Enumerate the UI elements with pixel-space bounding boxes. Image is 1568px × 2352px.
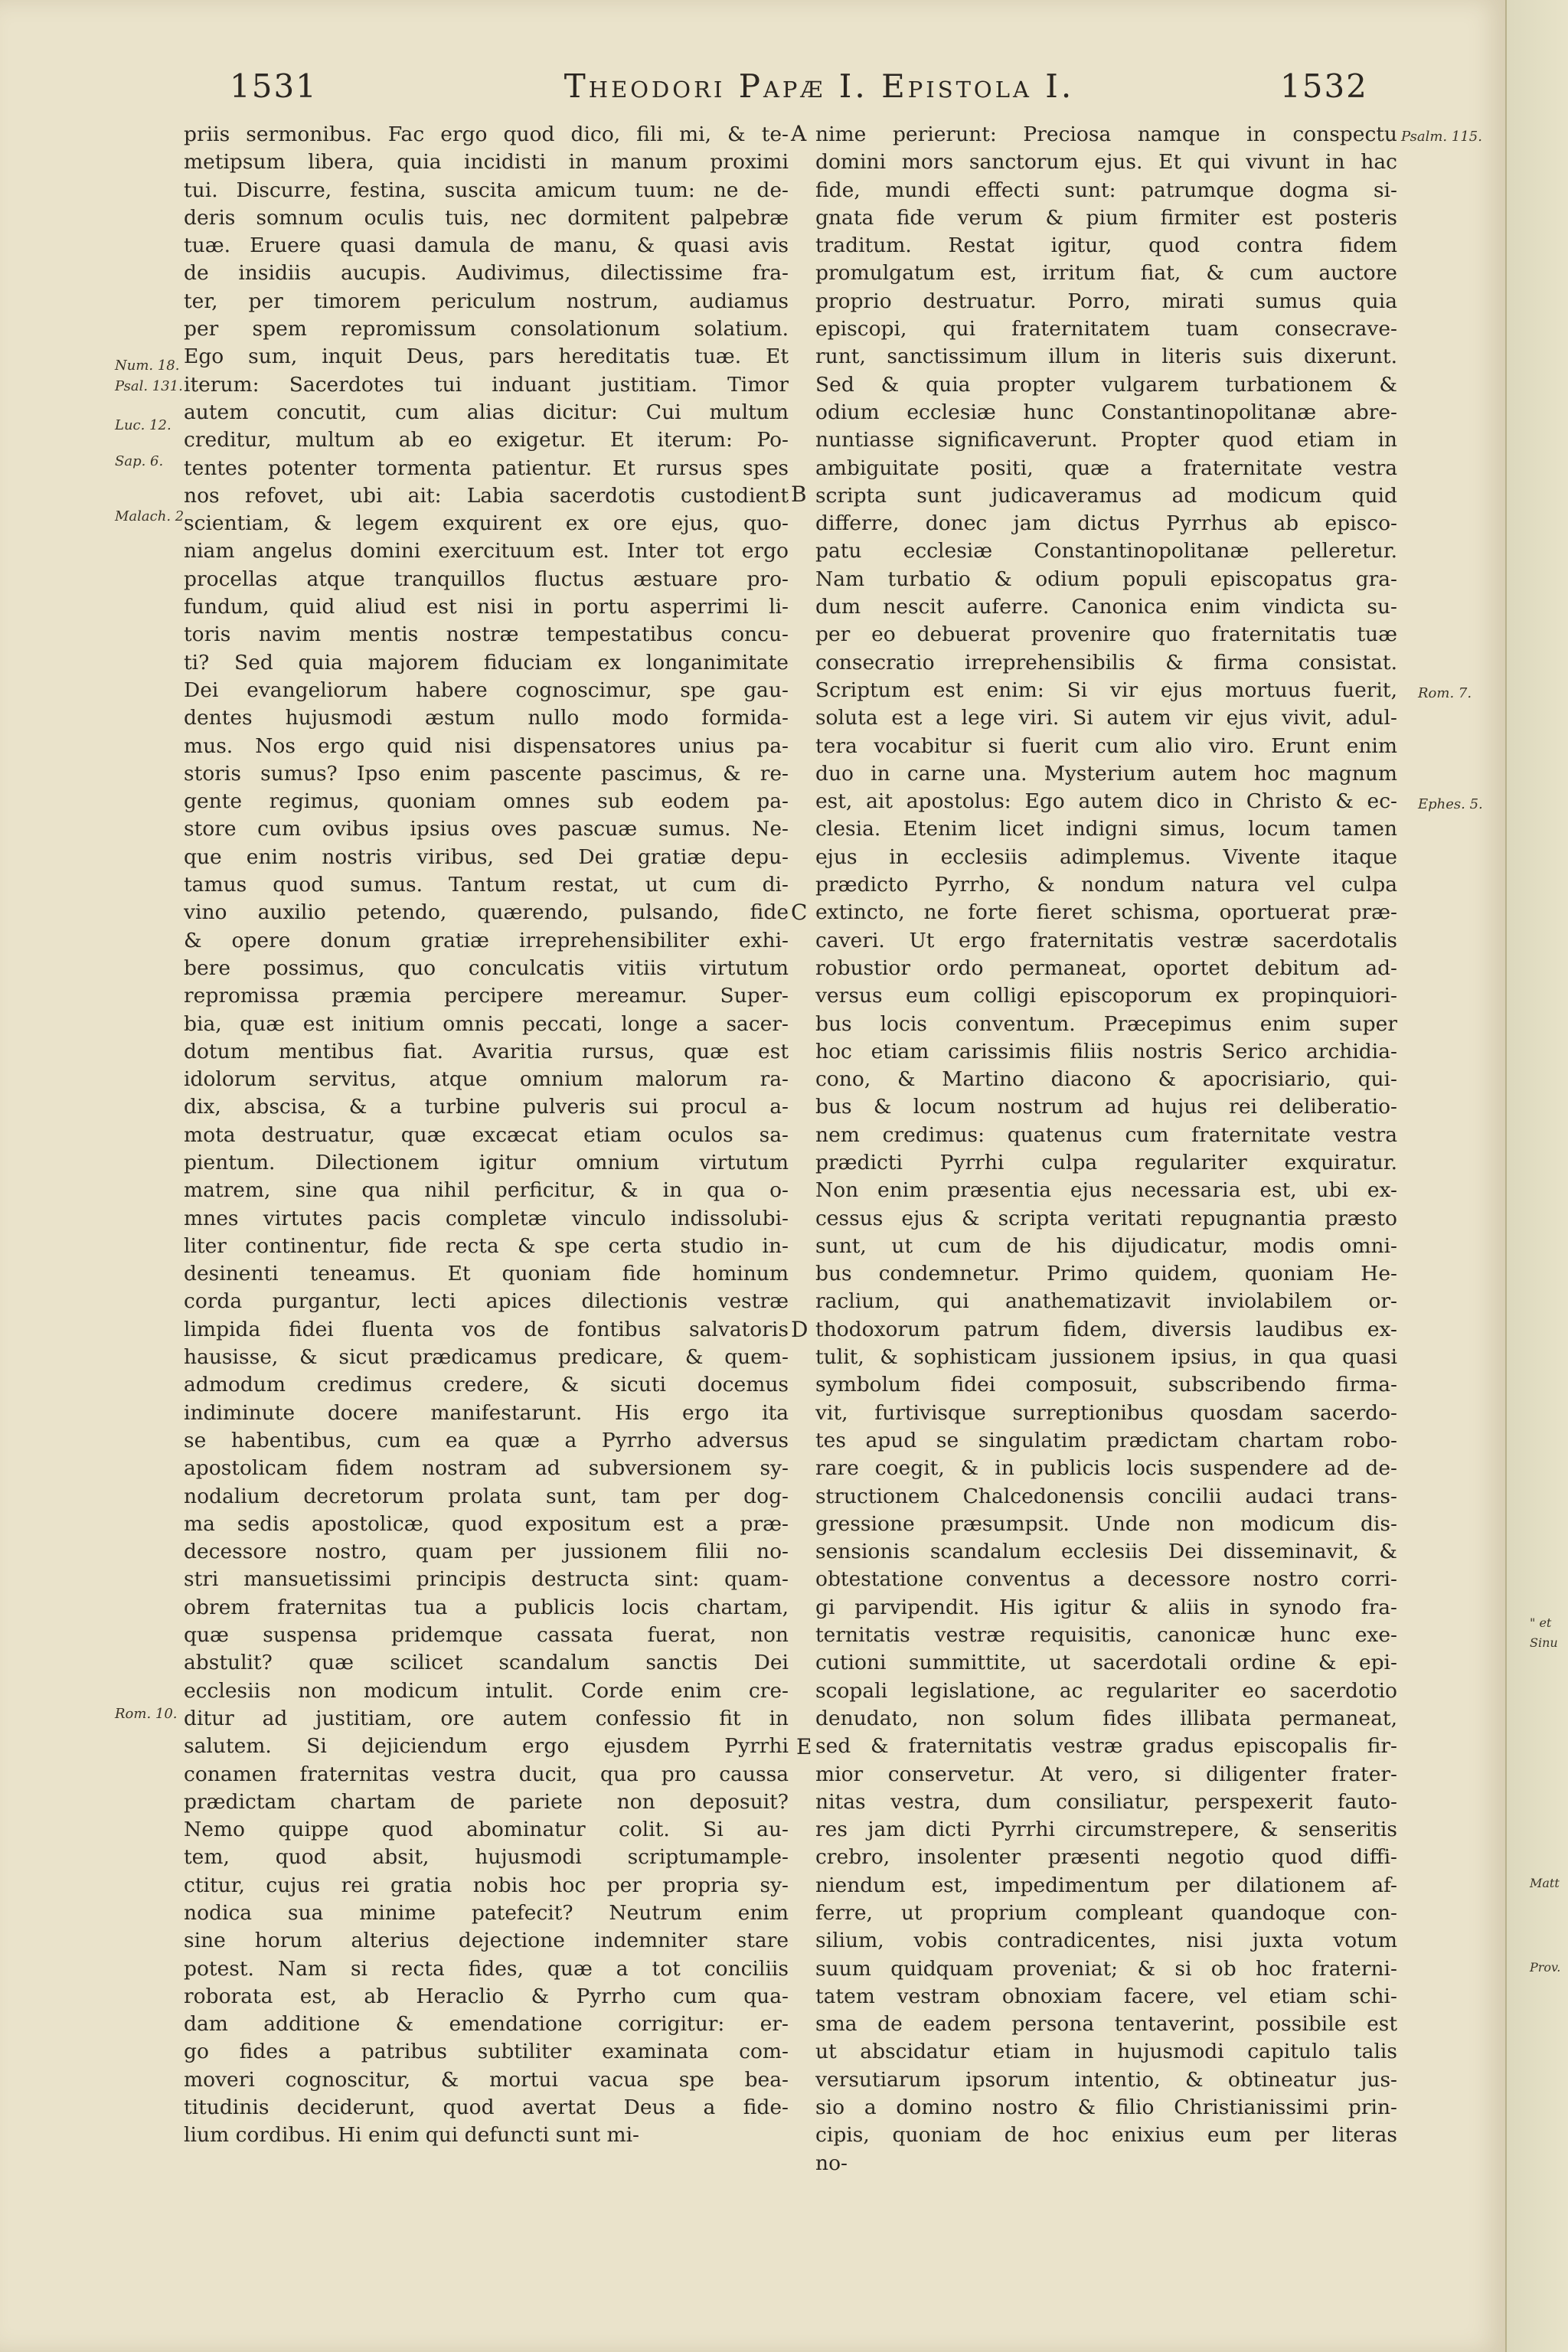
text-line: titudinis deciderunt, quod avertat Deus a fide- bbox=[184, 2096, 789, 2120]
text-line: extincto, ne forte fieret schisma, oportuerat præ- bbox=[815, 900, 1397, 925]
text-line: abstulit? quæ scilicet scandalum sanctis Dei bbox=[184, 1651, 789, 1675]
text-line: indiminute docere manifestarunt. His ergo ita bbox=[184, 1400, 789, 1425]
text-line: symbolum fidei composuit, subscribendo firma- bbox=[815, 1373, 1397, 1397]
text-line: potest. Nam si recta fides, quæ a tot conciliis bbox=[184, 1956, 789, 1981]
text-line: tem, quod absit, hujusmodi scriptumample- bbox=[184, 1845, 789, 1870]
section-letter-b: B bbox=[791, 482, 807, 507]
text-line: ctitur, cujus rei gratia nobis hoc per propria sy- bbox=[184, 1873, 789, 1897]
text-line: runt, sanctissimum illum in literis suis dixerunt. bbox=[815, 345, 1397, 369]
text-line: dotum mentibus fiat. Avaritia rursus, quæ est bbox=[184, 1039, 789, 1063]
text-line: versus eum colligi episcoporum ex propinquiori- bbox=[815, 984, 1397, 1008]
text-line: gnata fide verum & pium firmiter est posteris bbox=[815, 205, 1397, 230]
text-line: tuæ. Eruere quasi damula de manu, & quasi avis bbox=[184, 234, 789, 258]
text-line: repromissa præmia percipere mereamur. Super- bbox=[184, 984, 789, 1008]
section-letter-a: A bbox=[791, 121, 807, 146]
text-line: domini mors sanctorum ejus. Et qui vivunt in hac bbox=[815, 150, 1397, 175]
page-title: Theodori Papæ I. Epistola I. bbox=[564, 67, 1075, 105]
text-line: conamen fraternitas vestra ducit, qua pro caussa bbox=[184, 1762, 789, 1786]
text-line: scopali legislatione, ac regulariter eo sacerdotio bbox=[815, 1678, 1397, 1703]
text-line: deris somnum oculis tuis, nec dormitent palpebræ bbox=[184, 205, 789, 230]
margin-note: Num. 18. bbox=[115, 358, 180, 374]
text-line: clesia. Etenim licet indigni simus, locum tamen bbox=[815, 817, 1397, 841]
text-line: Nemo quippe quod abominatur colit. Si au- bbox=[184, 1818, 789, 1842]
text-line: metipsum libera, quia incidisti in manum proximi bbox=[184, 150, 789, 175]
strip-note: Matt bbox=[1530, 1876, 1560, 1890]
text-line: bere possimus, quo conculcatis vitiis virtutum bbox=[184, 956, 789, 980]
text-line: quæ suspensa pridemque cassata fuerat, non bbox=[184, 1623, 789, 1648]
margin-note: Ephes. 5. bbox=[1418, 796, 1483, 812]
text-line: tentes potenter tormenta patientur. Et rursus spes bbox=[184, 456, 789, 480]
text-line: salutem. Si dejiciendum ergo ejusdem Pyrrhi bbox=[184, 1734, 789, 1759]
adjacent-page-edge bbox=[1505, 0, 1568, 2352]
text-line: cono, & Martino diacono & apocrisiario, qui- bbox=[815, 1067, 1397, 1092]
text-line: structionem Chalcedonensis concilii audaci trans- bbox=[815, 1484, 1397, 1508]
text-line: patu ecclesiæ Constantinopolitanæ pelleretur. bbox=[815, 539, 1397, 564]
text-line: hoc etiam carissimis filiis nostris Serico archidia- bbox=[815, 1039, 1397, 1063]
text-line: creditur, multum ab eo exigetur. Et iterum: Po- bbox=[184, 428, 789, 452]
text-line: ditur ad justitiam, ore autem confessio fit in bbox=[184, 1706, 789, 1730]
text-line: niendum est, impedimentum per dilationem af- bbox=[815, 1873, 1397, 1897]
text-line: pientum. Dilectionem igitur omnium virtutum bbox=[184, 1150, 789, 1174]
text-line: moveri cognoscitur, & mortui vacua spe bea- bbox=[184, 2067, 789, 2092]
text-line: versutiarum ipsorum intentio, & obtineatur jus- bbox=[815, 2067, 1397, 2092]
text-line: tes apud se singulatim prædictam chartam robo- bbox=[815, 1428, 1397, 1452]
text-line: se habentibus, cum ea quæ a Pyrrho adversus bbox=[184, 1428, 789, 1452]
text-line: denudato, non solum fides illibata permaneat, bbox=[815, 1706, 1397, 1730]
text-line: suum quidquam proveniat; & si ob hoc fraterni- bbox=[815, 1956, 1397, 1981]
text-line: ambiguitate positi, quæ a fraternitate vestra bbox=[815, 456, 1397, 480]
right-page-number: 1532 bbox=[1280, 67, 1368, 105]
text-line: thodoxorum patrum fidem, diversis laudibus ex- bbox=[815, 1317, 1397, 1341]
text-line: ti? Sed quia majorem fiduciam ex longanimitate bbox=[184, 650, 789, 675]
text-line: ma sedis apostolicæ, quod expositum est a præ- bbox=[184, 1511, 789, 1536]
text-line: traditum. Restat igitur, quod contra fidem bbox=[815, 234, 1397, 258]
text-line: sed & fraternitatis vestræ gradus episcopalis fir- bbox=[815, 1734, 1397, 1759]
text-line: cessus ejus & scripta veritati repugnantia præsto bbox=[815, 1206, 1397, 1230]
margin-note: Malach. 2. bbox=[115, 508, 188, 524]
text-line: sma de eadem persona tentaverint, possibile est bbox=[815, 2012, 1397, 2037]
text-line: storis sumus? Ipso enim pascente pascimus, & re- bbox=[184, 761, 789, 786]
text-line: prædicto Pyrrho, & nondum natura vel culpa bbox=[815, 873, 1397, 897]
strip-note: Prov. bbox=[1530, 1960, 1561, 1975]
text-line: roborata est, ab Heraclio & Pyrrho cum qua- bbox=[184, 1984, 789, 2008]
text-line: nitas vestra, dum consiliatur, perspexerit fauto- bbox=[815, 1789, 1397, 1814]
text-line: lium cordibus. Hi enim qui defuncti sunt mi- bbox=[184, 2123, 640, 2148]
text-line: nodica sua minime patefecit? Neutrum enim bbox=[184, 1901, 789, 1925]
text-line: iterum: Sacerdotes tui induant justitiam. Timor bbox=[184, 372, 789, 397]
section-letter-c: C bbox=[791, 900, 808, 925]
left-page-number: 1531 bbox=[230, 67, 318, 105]
text-line: tulit, & sophisticam jussionem ipsius, in qua quasi bbox=[815, 1345, 1397, 1370]
text-line: Scriptum est enim: Si vir ejus mortuus fuerit, bbox=[815, 678, 1397, 702]
text-line: dam additione & emendatione corrigitur: er- bbox=[184, 2012, 789, 2037]
text-line: sunt, ut cum de his dijudicatur, modis omni- bbox=[815, 1233, 1397, 1258]
text-line: ut abscidatur etiam in hujusmodi capitulo talis bbox=[815, 2040, 1397, 2064]
text-line: obtestatione conventus a decessore nostro corri- bbox=[815, 1567, 1397, 1592]
section-letter-d: D bbox=[791, 1317, 808, 1342]
text-line: dix, abscisa, & a turbine pulveris sui procul a- bbox=[184, 1095, 789, 1119]
text-line: sine horum alterius dejectione indemniter stare bbox=[184, 1929, 789, 1953]
text-line: procellas atque tranquillos fluctus æstuare pro- bbox=[184, 567, 789, 591]
text-line: que enim nostris viribus, sed Dei gratiæ depu- bbox=[184, 844, 789, 869]
text-line: prædicti Pyrrhi culpa regulariter exquiratur. bbox=[815, 1150, 1397, 1174]
text-line: admodum credimus credere, & sicuti docemus bbox=[184, 1373, 789, 1397]
text-line: vino auxilio petendo, quærendo, pulsando, fide bbox=[184, 900, 789, 925]
text-line: scientiam, & legem exquirent ex ore ejus, quo- bbox=[184, 511, 789, 536]
margin-note: Rom. 7. bbox=[1418, 685, 1472, 701]
text-line: autem concutit, cum alias dicitur: Cui multum bbox=[184, 400, 789, 424]
text-line: caveri. Ut ergo fraternitatis vestræ sacerdotalis bbox=[815, 928, 1397, 952]
text-line: gi parvipendit. His igitur & aliis in synodo fra- bbox=[815, 1595, 1397, 1619]
text-line: nuntiasse significaverunt. Propter quod etiam in bbox=[815, 428, 1397, 452]
text-line: res jam dicti Pyrrhi circumstrepere, & senseritis bbox=[815, 1818, 1397, 1842]
text-line: episcopi, qui fraternitatem tuam consecrave- bbox=[815, 317, 1397, 341]
text-line: corda purgantur, lecti apices dilectionis vestræ bbox=[184, 1289, 789, 1314]
text-line: matrem, sine qua nihil perficitur, & in qua o- bbox=[184, 1178, 789, 1203]
text-line: decessore nostro, quam per jussionem filii no- bbox=[184, 1540, 789, 1564]
text-line: prædictam chartam de pariete non deposuit? bbox=[184, 1789, 789, 1814]
text-line: fide, mundi effecti sunt: patrumque dogma si- bbox=[815, 178, 1397, 202]
text-line: store cum ovibus ipsius oves pascuæ sumus. Ne- bbox=[184, 817, 789, 841]
text-line: bus condemnetur. Primo quidem, quoniam He- bbox=[815, 1262, 1397, 1286]
text-line: scripta sunt judicaveramus ad modicum quid bbox=[815, 483, 1397, 508]
text-line: cipis, quoniam de hoc enixius eum per literas bbox=[815, 2123, 1397, 2148]
text-line: nem credimus: quatenus cum fraternitate vestra bbox=[815, 1122, 1397, 1147]
text-line: per spem repromissum consolationum solatium. bbox=[184, 317, 789, 341]
text-line: proprio destruatur. Porro, mirati sumus quia bbox=[815, 289, 1397, 313]
strip-note: " et bbox=[1530, 1615, 1552, 1630]
text-line: consecratio irreprehensibilis & firma consistat. bbox=[815, 650, 1397, 675]
text-line: limpida fidei fluenta vos de fontibus salvatoris bbox=[184, 1317, 789, 1341]
text-line: Dei evangeliorum habere cognoscimur, spe gau- bbox=[184, 678, 789, 702]
text-line: ternitatis vestræ requisitis, canonicæ hunc exe- bbox=[815, 1623, 1397, 1648]
text-line: nos refovet, ubi ait: Labia sacerdotis custodient bbox=[184, 483, 789, 508]
text-line: mnes virtutes pacis completæ vinculo indissolubi- bbox=[184, 1206, 789, 1230]
text-line: ter, per timorem periculum nostrum, audiamus bbox=[184, 289, 789, 313]
left-text-column bbox=[184, 121, 789, 2150]
text-line: liter continentur, fide recta & spe certa studio in- bbox=[184, 1233, 789, 1258]
text-line: promulgatum est, irritum fiat, & cum auctore bbox=[815, 261, 1397, 286]
text-line: raclium, qui anathematizavit inviolabilem or- bbox=[815, 1289, 1397, 1314]
text-line: vit, furtivisque surreptionibus quosdam sacerdo- bbox=[815, 1400, 1397, 1425]
text-line: mota destruatur, quæ excæcat etiam oculos sa- bbox=[184, 1122, 789, 1147]
text-line: sensionis scandalum ecclesiis Dei disseminavit, & bbox=[815, 1540, 1397, 1564]
text-line: bus & locum nostrum ad hujus rei deliberatio- bbox=[815, 1095, 1397, 1119]
text-line: hausisse, & sicut prædicamus predicare, & quem- bbox=[184, 1345, 789, 1370]
text-line: tatem vestram obnoxiam facere, vel etiam schi- bbox=[815, 1984, 1397, 2008]
text-line: toris navim mentis nostræ tempestatibus concu- bbox=[184, 622, 789, 647]
text-line: bia, quæ est initium omnis peccati, longe a sacer- bbox=[184, 1011, 789, 1036]
margin-note: Sap. 6. bbox=[115, 453, 164, 469]
text-line: gressione præsumpsit. Unde non modicum dis- bbox=[815, 1511, 1397, 1536]
text-line: Non enim præsentia ejus necessaria est, ubi ex- bbox=[815, 1178, 1397, 1203]
text-line: soluta est a lege viri. Si autem vir ejus vivit, adul- bbox=[815, 706, 1397, 730]
text-line: odium ecclesiæ hunc Constantinopolitanæ abre- bbox=[815, 400, 1397, 424]
text-line: mus. Nos ergo quid nisi dispensatores unius pa- bbox=[184, 733, 789, 758]
right-text-column bbox=[815, 121, 1397, 2177]
text-line: dum nescit auferre. Canonica enim vindicta su- bbox=[815, 595, 1397, 619]
text-line: desinenti teneamus. Et quoniam fide hominum bbox=[184, 1262, 789, 1286]
text-line: gente regimus, quoniam omnes sub eodem pa- bbox=[184, 789, 789, 814]
margin-note: Psal. 131. bbox=[115, 378, 183, 394]
text-line: bus locis conventum. Præcepimus enim super bbox=[815, 1011, 1397, 1036]
text-line: per eo debuerat provenire quo fraternitatis tuæ bbox=[815, 622, 1397, 647]
text-line: rare coegit, & in publicis locis suspendere ad de- bbox=[815, 1456, 1397, 1481]
section-letter-e: E bbox=[796, 1734, 812, 1759]
text-line: dentes hujusmodi æstum nullo modo formida- bbox=[184, 706, 789, 730]
text-line: priis sermonibus. Fac ergo quod dico, fili mi, & te- bbox=[184, 122, 789, 146]
margin-note: Rom. 10. bbox=[115, 1706, 178, 1722]
text-line: stri mansuetissimi principis destructa sint: quam- bbox=[184, 1567, 789, 1592]
text-line: apostolicam fidem nostram ad subversionem sy- bbox=[184, 1456, 789, 1481]
text-line: differre, donec jam dictus Pyrrhus ab episco- bbox=[815, 511, 1397, 536]
text-line: Ego sum, inquit Deus, pars hereditatis tuæ. Et bbox=[184, 345, 789, 369]
text-line: ecclesiis non modicum intulit. Corde enim cre- bbox=[184, 1678, 789, 1703]
text-line: est, ait apostolus: Ego autem dico in Christo & ec- bbox=[815, 789, 1397, 814]
text-line: sio a domino nostro & filio Christianissimi prin- bbox=[815, 2096, 1397, 2120]
text-line: nime perierunt: Preciosa namque in conspectu bbox=[815, 122, 1397, 146]
text-line: Nam turbatio & odium populi episcopatus gra- bbox=[815, 567, 1397, 591]
text-line: ferre, ut proprium compleant quandoque con- bbox=[815, 1901, 1397, 1925]
text-line: de insidiis aucupis. Audivimus, dilectissime fra- bbox=[184, 261, 789, 286]
margin-note: Luc. 12. bbox=[115, 417, 172, 433]
text-line: tera vocabitur si fuerit cum alio viro. Erunt enim bbox=[815, 733, 1397, 758]
text-line: tui. Discurre, festina, suscita amicum tuum: ne de- bbox=[184, 178, 789, 202]
text-line: ejus in ecclesiis adimplemus. Vivente itaque bbox=[815, 844, 1397, 869]
text-line: go fides a patribus subtiliter examinata com- bbox=[184, 2040, 789, 2064]
text-line: crebro, insolenter præsenti negotio quod diffi- bbox=[815, 1845, 1397, 1870]
strip-note: Sinu bbox=[1530, 1635, 1558, 1650]
text-line: Sed & quia propter vulgarem turbationem & bbox=[815, 372, 1397, 397]
text-line: silium, vobis contradicentes, nisi juxta votum bbox=[815, 1929, 1397, 1953]
text-line: robustior ordo permaneat, oportet debitum ad- bbox=[815, 956, 1397, 980]
text-line: tamus quod sumus. Tantum restat, ut cum di- bbox=[184, 873, 789, 897]
text-line: no- bbox=[815, 2151, 848, 2175]
margin-note: Psalm. 115. bbox=[1401, 129, 1482, 145]
text-line: cutioni summittite, ut sacerdotali ordine & epi- bbox=[815, 1651, 1397, 1675]
text-line: fundum, quid aliud est nisi in portu asperrimi li- bbox=[184, 595, 789, 619]
text-line: nodalium decretorum prolata sunt, tam per dog- bbox=[184, 1484, 789, 1508]
text-line: & opere donum gratiæ irreprehensibiliter exhi- bbox=[184, 928, 789, 952]
text-line: idolorum servitus, atque omnium malorum ra- bbox=[184, 1067, 789, 1092]
text-line: mior conservetur. At vero, si diligenter frater- bbox=[815, 1762, 1397, 1786]
text-line: duo in carne una. Mysterium autem hoc magnum bbox=[815, 761, 1397, 786]
text-line: obrem fraternitas tua a publicis locis chartam, bbox=[184, 1595, 789, 1619]
text-line: niam angelus domini exercituum est. Inter tot ergo bbox=[184, 539, 789, 564]
